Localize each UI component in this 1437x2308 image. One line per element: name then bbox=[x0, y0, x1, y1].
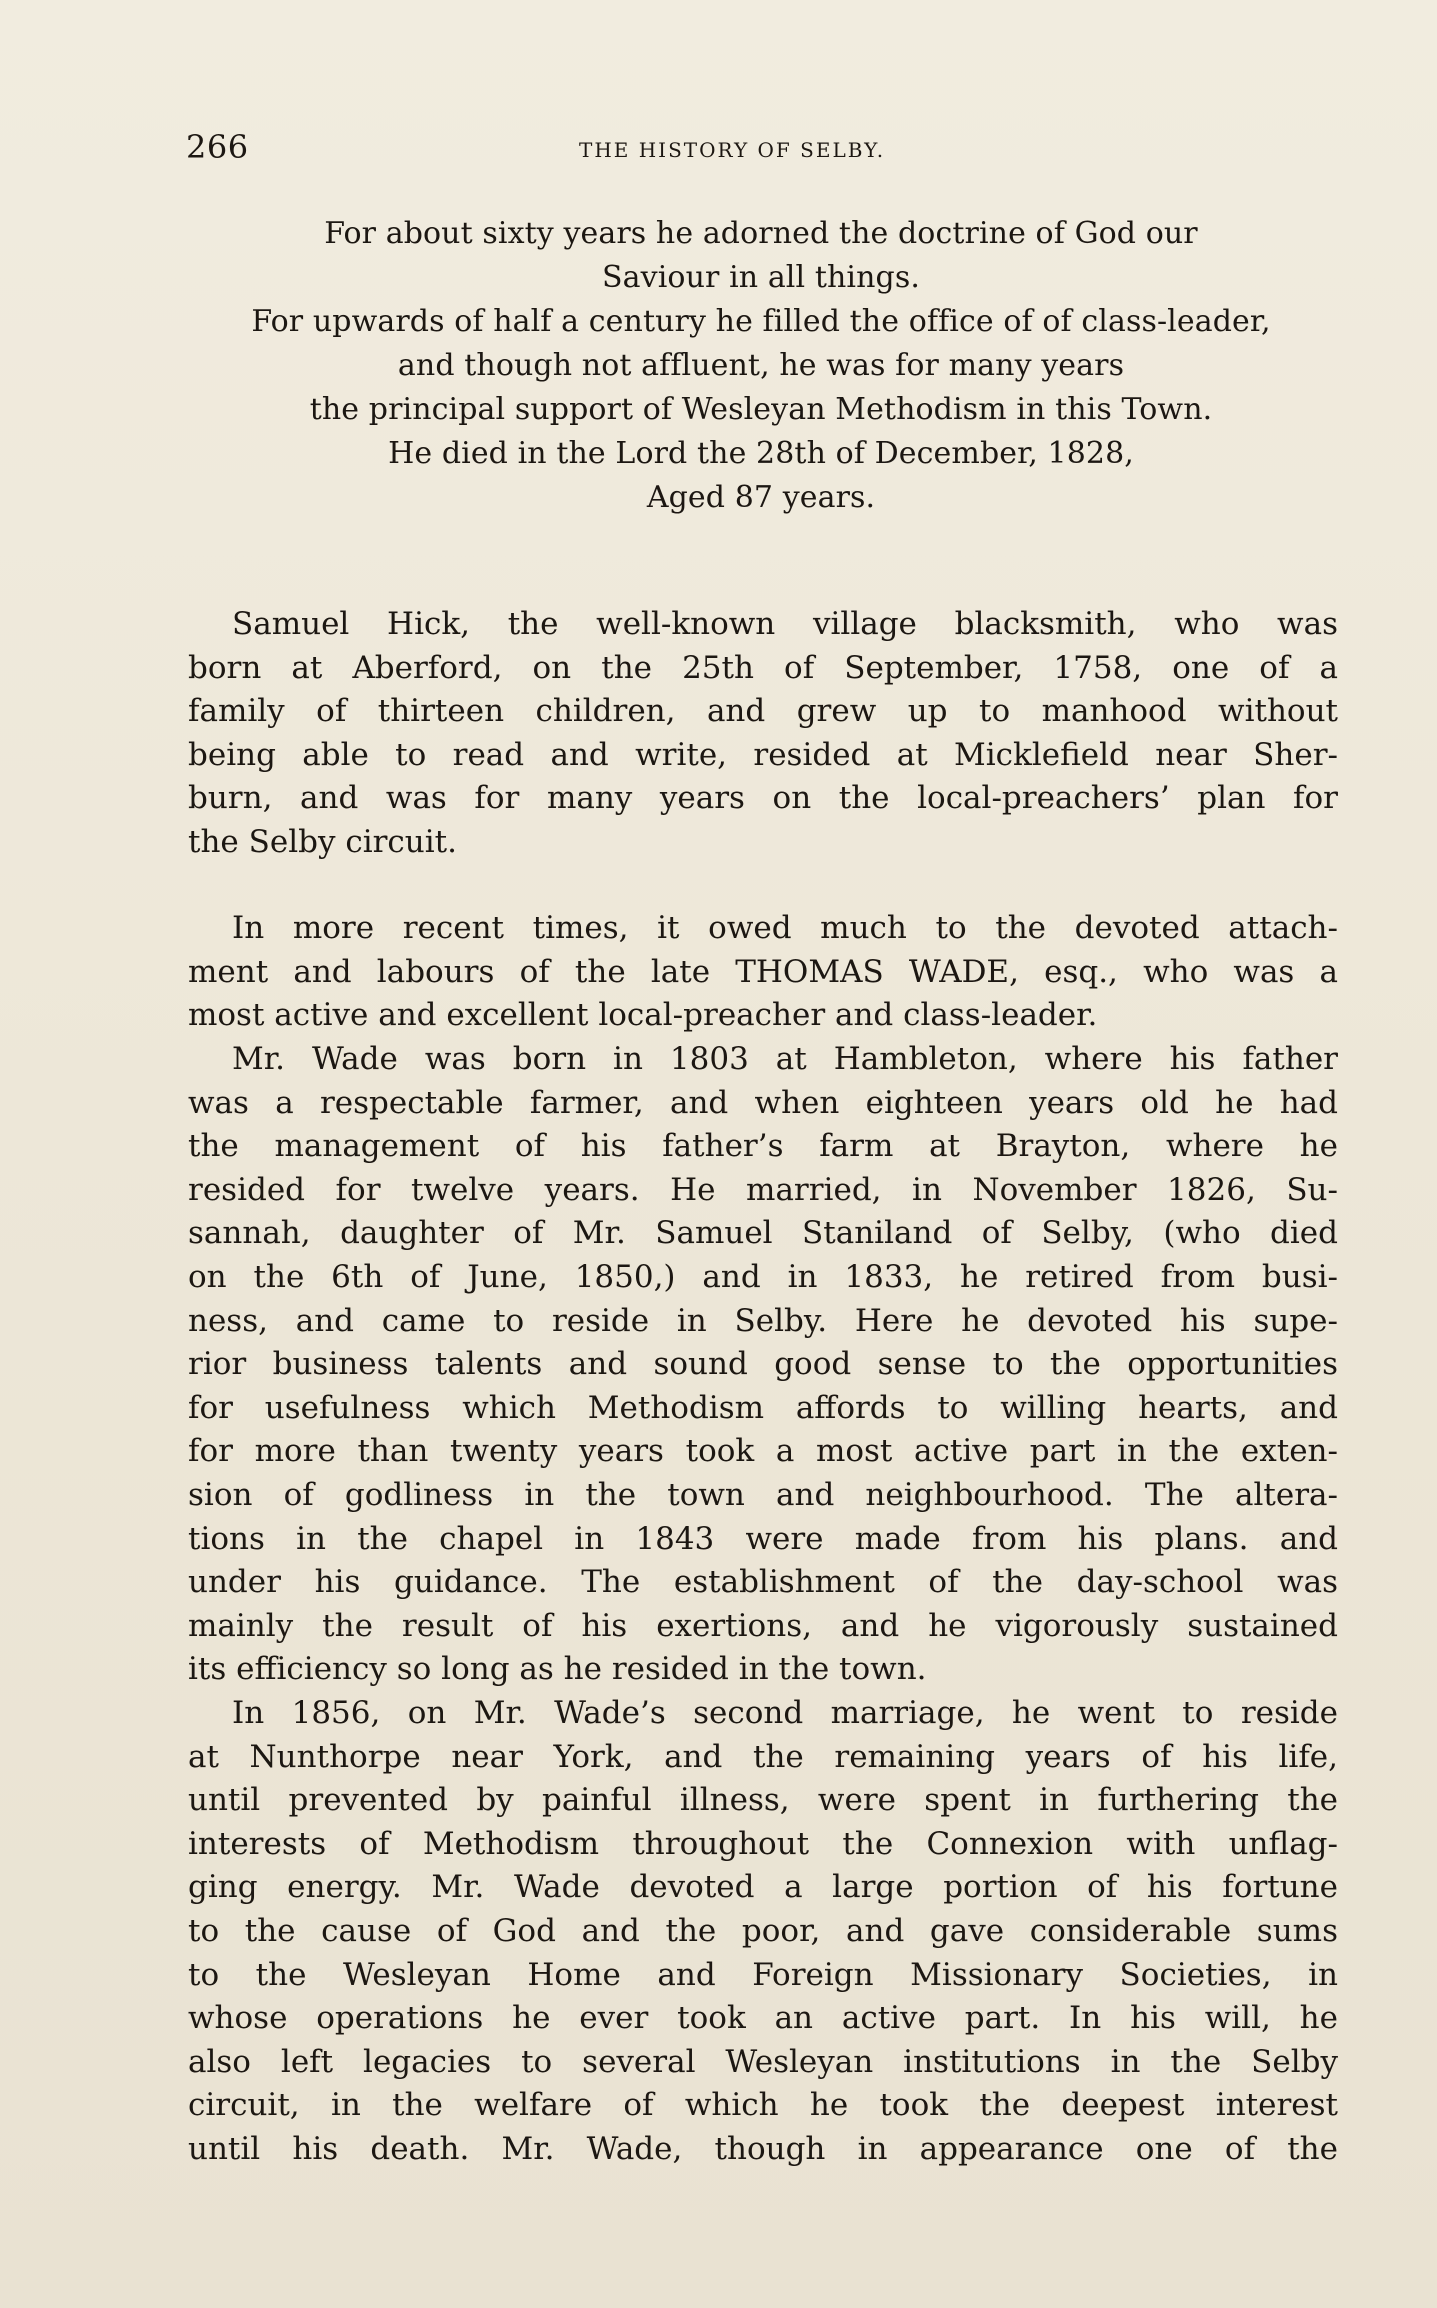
text-line: its efficiency so long as he resided in the town. bbox=[188, 1651, 927, 1688]
paragraph-thomas-wade-intro bbox=[188, 907, 1338, 1038]
inscription-line: Saviour in all things. bbox=[602, 260, 920, 295]
text-line: whose operations he ever took an active part. In his will, he bbox=[188, 2000, 1338, 2037]
text-line: for more than twenty years took a most active part in the exten- bbox=[188, 1433, 1338, 1470]
text-line: until prevented by painful illness, were spent in furthering the bbox=[188, 1782, 1338, 1819]
inscription-line: For about sixty years he adorned the doctrine of God our bbox=[324, 216, 1198, 251]
inscription-line: He died in the Lord the 28th of December, 1828, bbox=[388, 436, 1134, 471]
text-line: mainly the result of his exertions, and he vigorously sustained bbox=[188, 1607, 1338, 1644]
text-line: In more recent times, it owed much to the devoted attach- bbox=[232, 910, 1338, 946]
text-line: circuit, in the welfare of which he took the deepest interest bbox=[188, 2087, 1338, 2124]
text-line: tions in the chapel in 1843 were made from his plans. and bbox=[188, 1520, 1338, 1557]
inscription-line: the principal support of Wesleyan Methodism in this Town. bbox=[309, 392, 1213, 427]
text-line: ness, and came to reside in Selby. Here he devoted his supe- bbox=[188, 1302, 1338, 1339]
text-line: was a respectable farmer, and when eighteen years old he had bbox=[188, 1084, 1338, 1121]
text-line: the Selby circuit. bbox=[188, 823, 457, 860]
text-line: sannah, daughter of Mr. Samuel Staniland of Selby, (who died bbox=[188, 1215, 1338, 1252]
paragraph-wade-later-life bbox=[188, 1692, 1338, 2172]
text-line: to the Wesleyan Home and Foreign Missionary Societies, in bbox=[188, 1956, 1338, 1993]
text-line: on the 6th of June, 1850,) and in 1833, he retired from busi- bbox=[188, 1258, 1338, 1295]
inscription-line: and though not affluent, he was for many years bbox=[397, 348, 1125, 383]
text-line: interests of Methodism throughout the Connexion with unflag- bbox=[188, 1825, 1338, 1862]
text-line: for usefulness which Methodism affords to willing hearts, and bbox=[188, 1389, 1338, 1426]
text-line: ging energy. Mr. Wade devoted a large portion of his fortune bbox=[188, 1869, 1338, 1906]
paragraph-wade-biography bbox=[188, 1038, 1338, 1692]
text-line: also left legacies to several Wesleyan institutions in the Selby bbox=[188, 2043, 1338, 2080]
text-line: being able to read and write, resided at Micklefield near Sher- bbox=[188, 736, 1338, 773]
text-line: rior business talents and sound good sense to the opportunities bbox=[188, 1346, 1338, 1383]
paragraph-samuel-hick bbox=[188, 603, 1338, 865]
text-line: the management of his father’s farm at Brayton, where he bbox=[188, 1128, 1338, 1165]
running-title: THE HISTORY OF SELBY. bbox=[579, 138, 886, 162]
page-number: 266 bbox=[186, 128, 249, 166]
text-line: ment and labours of the late THOMAS WADE, esq., who was a bbox=[188, 953, 1338, 990]
text-line: resided for twelve years. He married, in November 1826, Su- bbox=[188, 1171, 1338, 1208]
text-line: In 1856, on Mr. Wade’s second marriage, he went to reside bbox=[232, 1695, 1338, 1731]
text-line: family of thirteen children, and grew up to manhood without bbox=[188, 693, 1338, 730]
running-head bbox=[186, 127, 1336, 175]
text-line: Samuel Hick, the well-known village blacksmith, who was bbox=[232, 606, 1338, 642]
text-line: Mr. Wade was born in 1803 at Hambleton, where his father bbox=[232, 1041, 1338, 1077]
text-line: until his death. Mr. Wade, though in appearance one of the bbox=[188, 2130, 1338, 2167]
text-line: to the cause of God and the poor, and gave considerable sums bbox=[188, 1912, 1338, 1949]
memorial-inscription bbox=[186, 212, 1336, 520]
text-line: at Nunthorpe near York, and the remaining years of his life, bbox=[188, 1738, 1338, 1775]
text-line: most active and excellent local-preacher and class-leader. bbox=[188, 997, 1098, 1034]
text-line: born at Aberford, on the 25th of September, 1758, one of a bbox=[188, 649, 1338, 686]
text-line: burn, and was for many years on the local-preachers’ plan for bbox=[188, 780, 1338, 817]
inscription-line: Aged 87 years. bbox=[646, 480, 876, 515]
inscription-line: For upwards of half a century he filled the office of of class-leader, bbox=[251, 304, 1271, 339]
text-line: sion of godliness in the town and neighbourhood. The altera- bbox=[188, 1476, 1338, 1513]
text-line: under his guidance. The establishment of the day-school was bbox=[188, 1564, 1338, 1601]
